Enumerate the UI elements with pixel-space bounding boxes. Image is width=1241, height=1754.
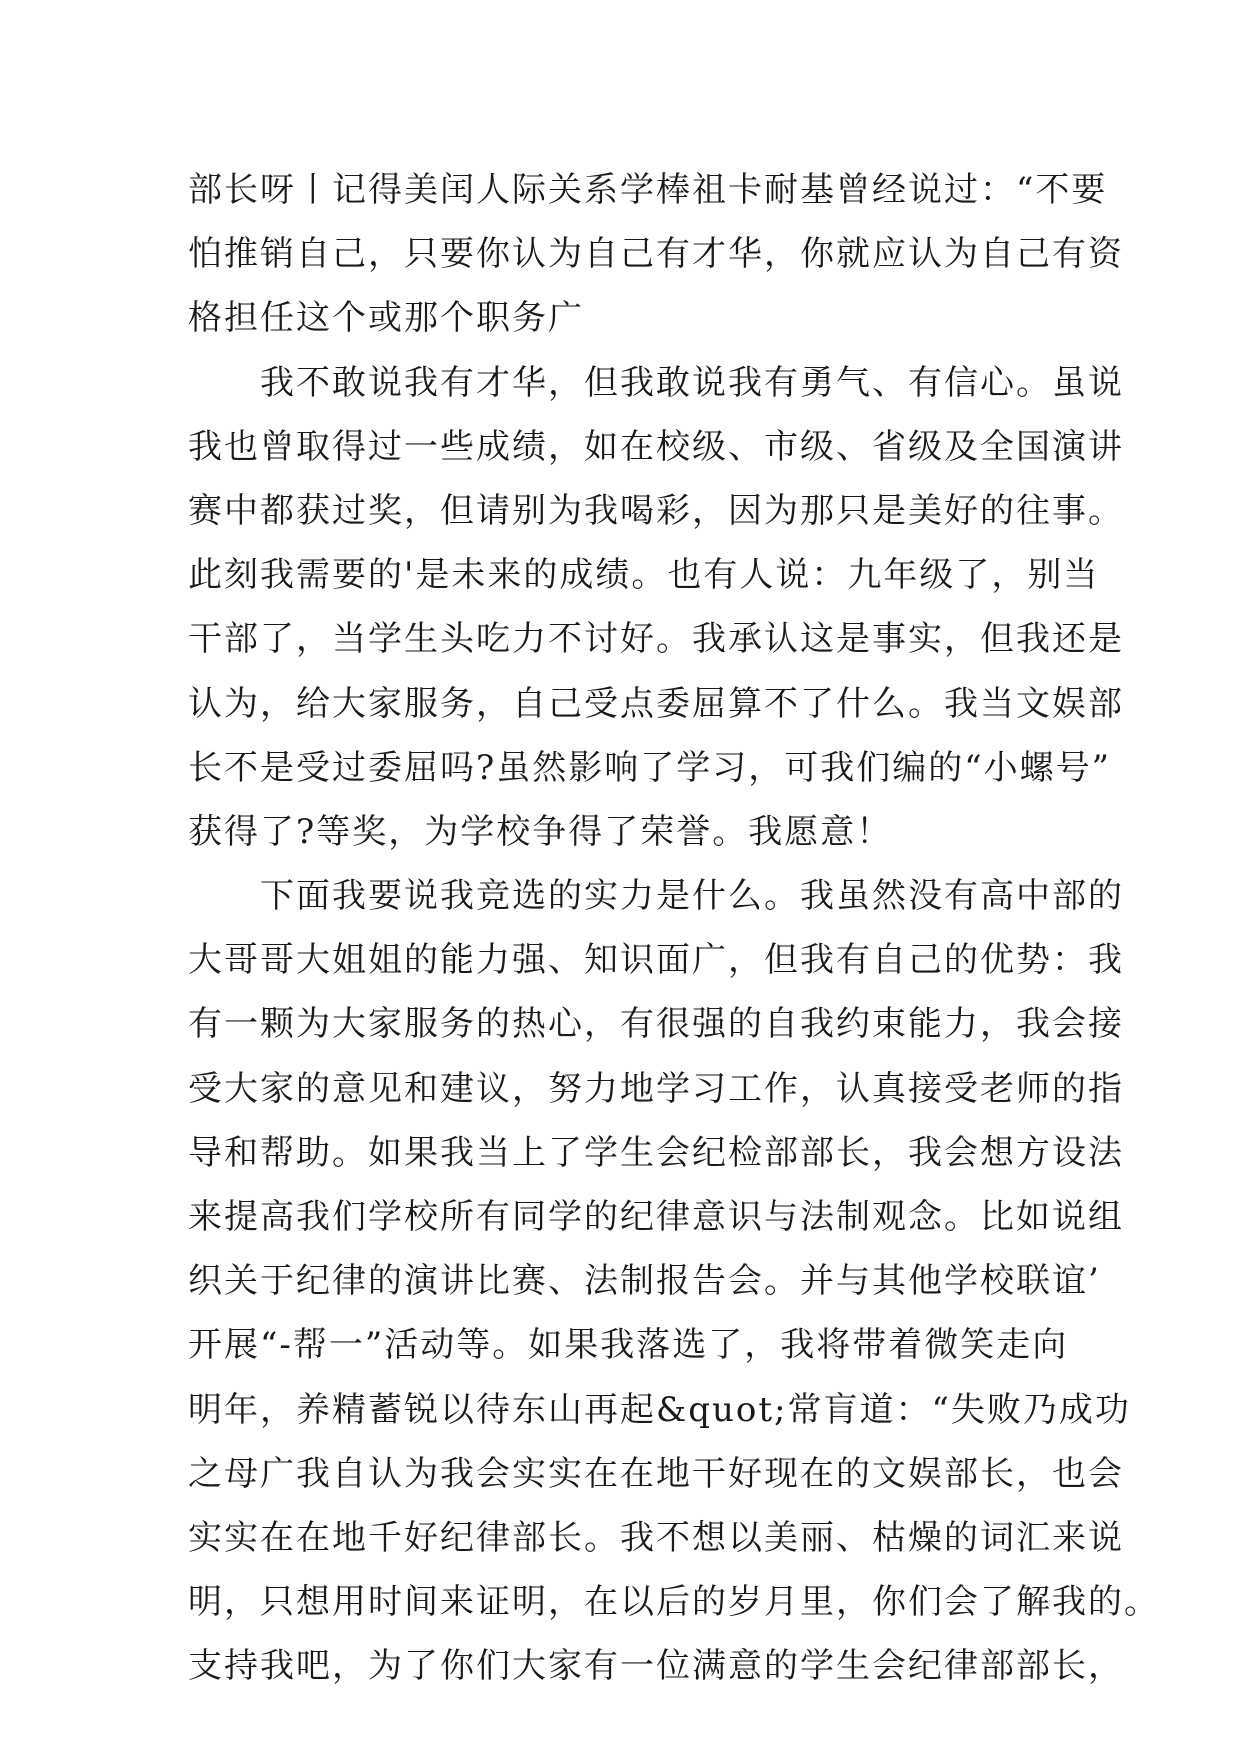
text-line: 来提高我们学校所有同学的纪律意识与法制观念。比如说组 (188, 1197, 1124, 1237)
text-line: 干部了，当学生头吃力不讨好。我承认这是事实，但我还是 (188, 619, 1124, 660)
text-line: 导和帮助。如果我当上了学生会纪检部部长，我会想方设法 (188, 1132, 1124, 1173)
text-line: 之母广我自认为我会实实在在地干好现在的文娱部长，也会 (188, 1453, 1124, 1494)
text-line: 有一颗为大家服务的热心，有很强的自我约束能力，我会接 (188, 1004, 1124, 1045)
text-line: 部长呀丨记得美闰人际关系学棒祖卡耐基曾经说过：“不要 (188, 170, 1108, 210)
text-line: 支持我吧，为了你们大家有一位满意的学生会纪律部部长， (188, 1646, 1124, 1687)
paragraph-first-line: 下面我要说我竞选的实力是什么。我虽然没有高中部的 (260, 876, 1124, 917)
text-line: 获得了?等奖，为学校争得了荣誉。我愿意！ (188, 811, 893, 852)
text-line: 格担任这个或那个职务广 (188, 298, 584, 339)
text-line: 赛中都获过奖，但请别为我喝彩，因为那只是美好的往事。 (188, 490, 1124, 531)
text-line: 此刻我需要的'是未来的成绩。也有人说：九年级了，别当 (188, 555, 1100, 596)
text-line: 受大家的意见和建议，努力地学习工作，认真接受老师的指 (188, 1068, 1124, 1109)
body-text (188, 158, 1160, 1699)
text-line: 我也曾取得过一些成绩，如在校级、市级、省级及全国演讲 (188, 426, 1124, 467)
paragraph-first-line: 我不敢说我有才华，但我敢说我有勇气、有信心。虽说 (260, 362, 1124, 403)
text-line: 长不是受过委屈吗?虽然影响了学习，可我们编的“小螺号” (188, 747, 1111, 788)
text-line: 大哥哥大姐姐的能力强、知识面广，但我有自己的优势：我 (188, 940, 1124, 981)
text-line: 认为，给大家服务，自己受点委屈算不了什么。我当文娱部 (188, 683, 1124, 724)
text-line: 明年，养精蓄锐以待东山再起&quot;常肓道：“失败乃成功 (188, 1389, 1131, 1430)
text-line: 开展“-帮一”活动等。如果我落选了，我将带着微笑走向 (188, 1325, 1069, 1366)
text-line: 实实在在地千好纪律部长。我不想以美丽、枯燥的词汇来说 (188, 1517, 1124, 1558)
text-line: 明，只想用时间来证明，在以后的岁月里，你们会了解我的。 (188, 1582, 1160, 1623)
text-line: 怕推销自己，只要你认为自己有才华，你就应认为自己有资 (188, 234, 1124, 275)
text-line: 织关于纪律的演讲比赛、法制报告会。并与其他学校联谊’ (188, 1261, 1101, 1302)
